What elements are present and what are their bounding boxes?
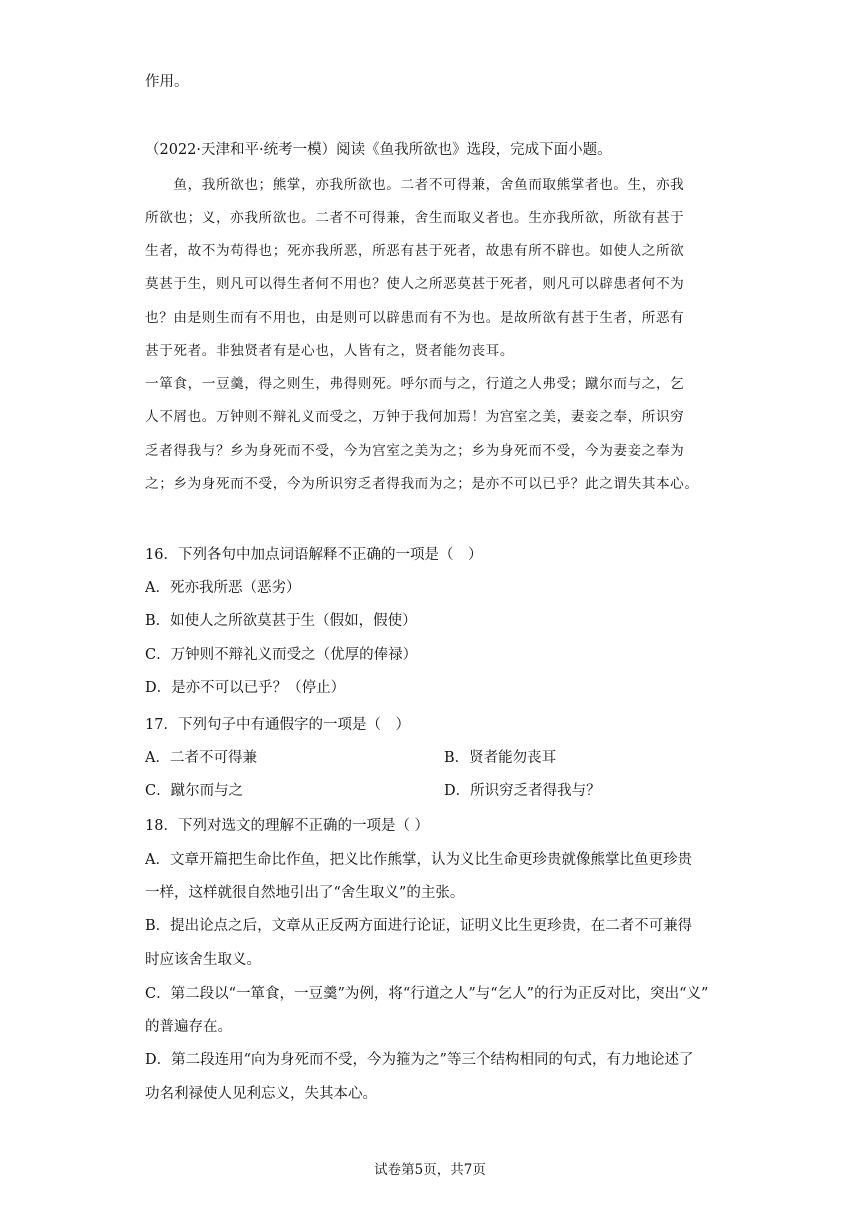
option-a-line: A．文章开篇把生命比作鱼，把义比作熊掌，认为义比生命更珍贵就像熊掌比鱼更珍贵 (145, 852, 692, 868)
passage-line: 之；乡为身死而不受，今为所识穷乏者得我而为之；是亦不可以已乎？此之谓失其本心。 (145, 476, 699, 492)
option-text: 死亦我所 (169, 580, 228, 596)
passage-line: 甚于死者。非独贤者有是心也，人皆有之，贤者能勿丧耳。 (145, 343, 515, 359)
question-stem: 18．下列对选文的理解不正确的一项是（ ） (145, 818, 430, 834)
dotted-word: 万钟 (170, 647, 200, 663)
option-a: A．二者不可得兼 (145, 750, 257, 766)
section-header: （2022·天津和平·统考一模）阅读《鱼我所欲也》选段，完成下面小题。 (145, 142, 612, 158)
option-text: 则不辩礼义而受之（优厚的俸禄） (199, 647, 418, 663)
option-label: A． (145, 580, 170, 596)
option-text: （恶劣） (242, 580, 301, 596)
question-stem: 17．下列句子中有通假字的一项是（ ） (145, 717, 410, 733)
option-c (145, 645, 720, 665)
option-d-line: 功名利禄使人见利忘义，失其本心。 (145, 1086, 377, 1102)
dotted-word: 恶 (227, 580, 243, 596)
option-text: 乎？（停止） (258, 680, 346, 696)
page-footer: 试卷第5页，共7页 (374, 1162, 486, 1178)
passage-line: 所欲也；义，亦我所欲也。二者不可得兼，舍生而取义者也。生亦我所欲，所欲有甚于 (145, 210, 685, 226)
option-label: C． (145, 647, 171, 663)
passage-line: 乏者得我与？乡为身死而不受，今为宫室之美为之；乡为身死而不受，今为妻妾之奉为 (145, 443, 685, 459)
passage-line: 也？由是则生而有不用也，由是则可以辟患而有不为也。是故所欲有甚于生者，所恶有 (145, 310, 685, 326)
option-d: D．所识穷乏者得我与？ (444, 783, 601, 799)
option-b: B．贤者能勿丧耳 (444, 750, 557, 766)
intro-tail-text: 作用。 (145, 74, 189, 90)
option-label: D． (145, 680, 172, 696)
option-c-line: C．第二段以“一箪食，一豆羹”为例，将“行道之人”与“乞人”的行为正反对比，突出“义” (145, 986, 709, 1002)
passage-line: 人不屑也。万钟则不辩礼义而受之，万钟于我何加焉！为宫室之美，妻妾之奉，所识穷 (145, 409, 685, 425)
passage-line: 莫甚于生，则凡可以得生者何不用也？使人之所恶莫甚于死者，则凡可以辟患者何不为 (145, 276, 685, 292)
dotted-word: 如使 (170, 613, 200, 629)
option-b-line: B．提出论点之后，文章从正反两方面进行论证，证明义比生更珍贵，在二者不可兼得 (145, 918, 693, 934)
option-a (145, 578, 720, 598)
option-label: B． (145, 613, 171, 629)
option-a-line: 一样，这样就很自然地引出了“舍生取义”的主张。 (145, 885, 465, 901)
option-c-line: 的普遍存在。 (145, 1019, 232, 1035)
dotted-word: 已 (243, 680, 259, 696)
option-b (145, 611, 720, 631)
passage-line: 一箪食，一豆羹，得之则生，弗得则死。呼尔而与之，行道之人弗受；蹴尔而与之，乞 (145, 376, 685, 392)
option-text: 人之所欲莫甚于生（假如，假使） (199, 613, 417, 629)
option-text: 是亦不可以 (171, 680, 244, 696)
option-c: C．蹴尔而与之 (145, 783, 244, 799)
option-b-line: 时应该舍生取义。 (145, 952, 261, 968)
passage-line: 生者，故不为苟得也；死亦我所恶，所恶有甚于死者，故患有所不辟也。如使人之所欲 (145, 243, 685, 259)
question-stem: 16．下列各句中加点词语解释不正确的一项是（ ） (145, 547, 483, 563)
passage-line: 鱼，我所欲也；熊掌，亦我所欲也。二者不可得兼，舍鱼而取熊掌者也。生，亦我 (145, 177, 685, 193)
option-d (145, 678, 720, 698)
option-d-line: D．第二段连用“向为身死而不受，今为箍为之”等三个结构相同的句式，有力地论述了 (145, 1052, 694, 1068)
